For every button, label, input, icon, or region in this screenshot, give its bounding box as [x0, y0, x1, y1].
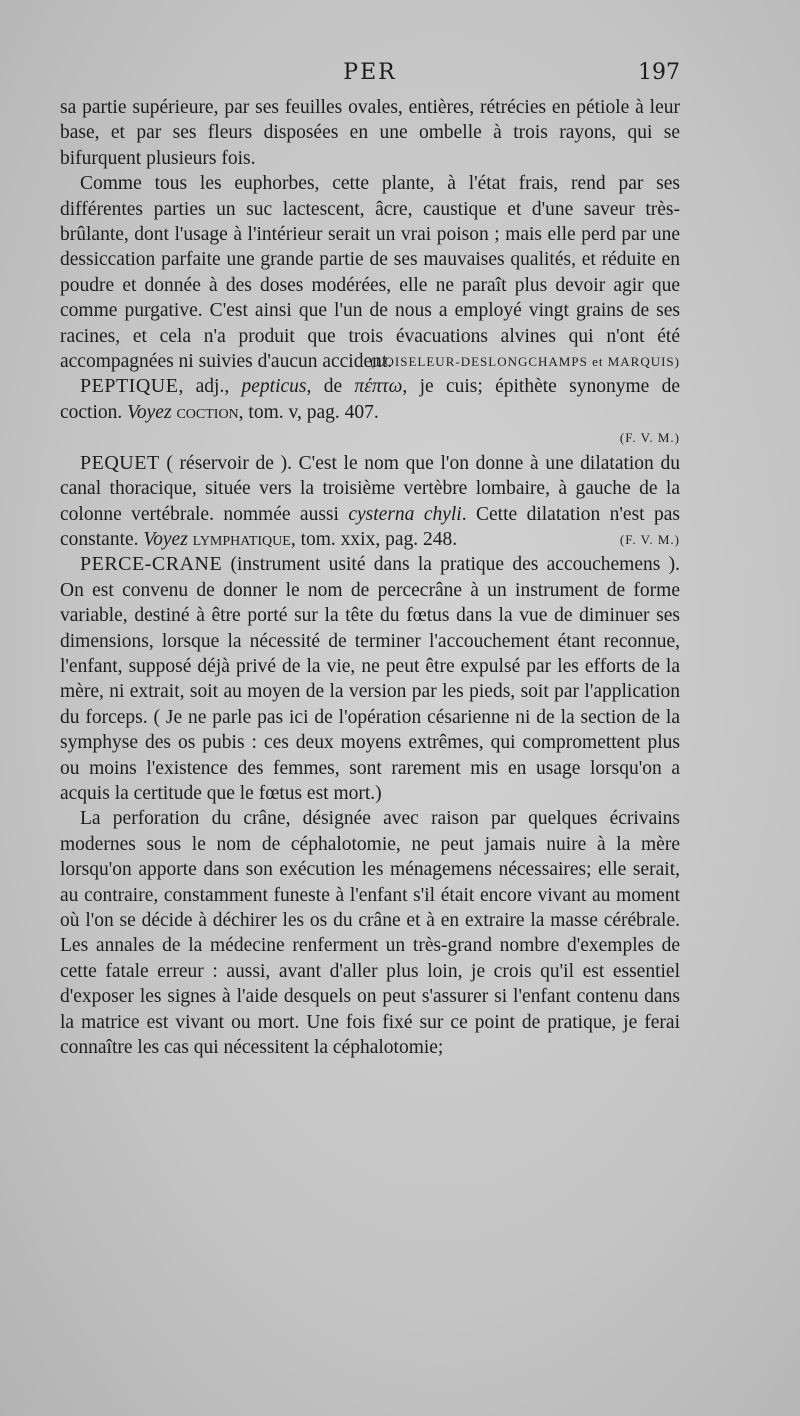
- page-header: [60, 60, 680, 94]
- latin-term: pepticus: [241, 376, 307, 398]
- cross-reference: lymphatique: [192, 528, 291, 550]
- headword-peptique: PEPTIQUE: [80, 375, 179, 398]
- headword-pequet: PEQUET: [80, 451, 160, 474]
- voyez-label: Voyez: [127, 401, 172, 423]
- entry-perce-crane: PERCE-CRANE (instrument usité dans la pratique des accouchemens ). On est convenu de donner le nom de percecrâne à un instrument de forme variable, destiné à être porté sur la tête du fœtus dans la vue de diminuer ses dimensions, lorsque la nécessité de terminer l'accouchement étant reconnue, l'enfant, supposé déjà privé de la vie, ne peut être expulsé par les efforts de la mère, ni extrait, soit au moyen de la version par les pieds, soit par l'application du forceps. ( Je ne parle pas ici de l'opération césarienne ni de la section de la symphyse des os pubis : ces deux moyens extrêmes, qui compromettent plus ou moins l'existence des femmes, sont rarement mis en usage lorsqu'on a acquis la certitude que le fœtus est mort.): [60, 553, 680, 804]
- signature-fvm-1: (F. V. M.): [619, 430, 680, 446]
- running-head: PER: [343, 60, 397, 85]
- headword-perce-crane: PERCE-CRANE: [80, 553, 223, 576]
- entry-peptique: PEPTIQUE, adj., pepticus, de πέπτω, je cuis; épithète synonyme de coction. Voyez coction, tom. v, pag. 407.: [60, 375, 681, 423]
- voyez-label: Voyez: [143, 528, 188, 550]
- latin-term: cysterna chyli: [348, 503, 462, 525]
- text-body: [60, 95, 680, 1060]
- entry-pequet: PEQUET ( réservoir de ). C'est le nom que l'on donne à une dilatation du canal thoracique, située vers la troisième vertèbre lombaire, à gauche de la colonne vertébrale. nommée aussi cysterna chyli. Cette dilatation n'est pas constante. Voyez lymphatique, tom. xxix, pag. 248.: [60, 451, 680, 550]
- signature-fvm-2: (F. V. M.): [619, 531, 680, 547]
- paragraph-continuation: sa partie supérieure, par ses feuilles ovales, entières, rétrécies en pétiole à leur base, et par ses fleurs disposées en une ombelle à trois rayons, qui se bifurquent plusieurs fois.: [60, 97, 680, 169]
- signature-loiseleur: (LOISELEUR-DESLONGCHAMPS et MARQUIS): [370, 354, 680, 370]
- page-number: 197: [638, 60, 680, 85]
- greek-term: πέπτω: [354, 376, 403, 398]
- paragraph-euphorbe: Comme tous les euphorbes, cette plante, à l'état frais, rend par ses différentes parties un suc lactescent, âcre, caustique et d'une saveur très-brûlante, dont l'usage à l'intérieur serait un vrai poison ; mais elle perd par une dessiccation parfaite une grande partie de ses mauvaises qualités, et réduite en poudre et donnée à des doses modérées, elle ne paraît plus devoir agir que comme purgative. C'est ainsi que l'un de nous a employé vingt grains de ses racines, et cela n'a produit que trois évacuations alvines qui n'ont été accompagnées ni suivies d'aucun accident.: [60, 173, 680, 373]
- paragraph-perforation: La perforation du crâne, désignée avec raison par quelques écrivains modernes sous le nom de céphalotomie, ne peut jamais nuire à la mère lorsqu'on apporte dans son exécution les ménagemens nécessaires; elle serait, au contraire, constamment funeste à l'enfant s'il était encore vivant au moment où l'on se décide à déchirer les os du crâne et à en extraire la masse cérébrale. Les annales de la médecine renferment un très-grand nombre d'exemples de cette fatale erreur : aussi, avant d'aller plus loin, je crois qu'il est essentiel d'exposer les signes à l'aide desquels on peut s'assurer si l'enfant contenu dans la matrice est vivant ou mort. Une fois fixé sur ce point de pratique, je ferai connaître les cas qui nécessitent la céphalotomie;: [60, 808, 680, 1059]
- cross-reference: coction: [176, 401, 239, 423]
